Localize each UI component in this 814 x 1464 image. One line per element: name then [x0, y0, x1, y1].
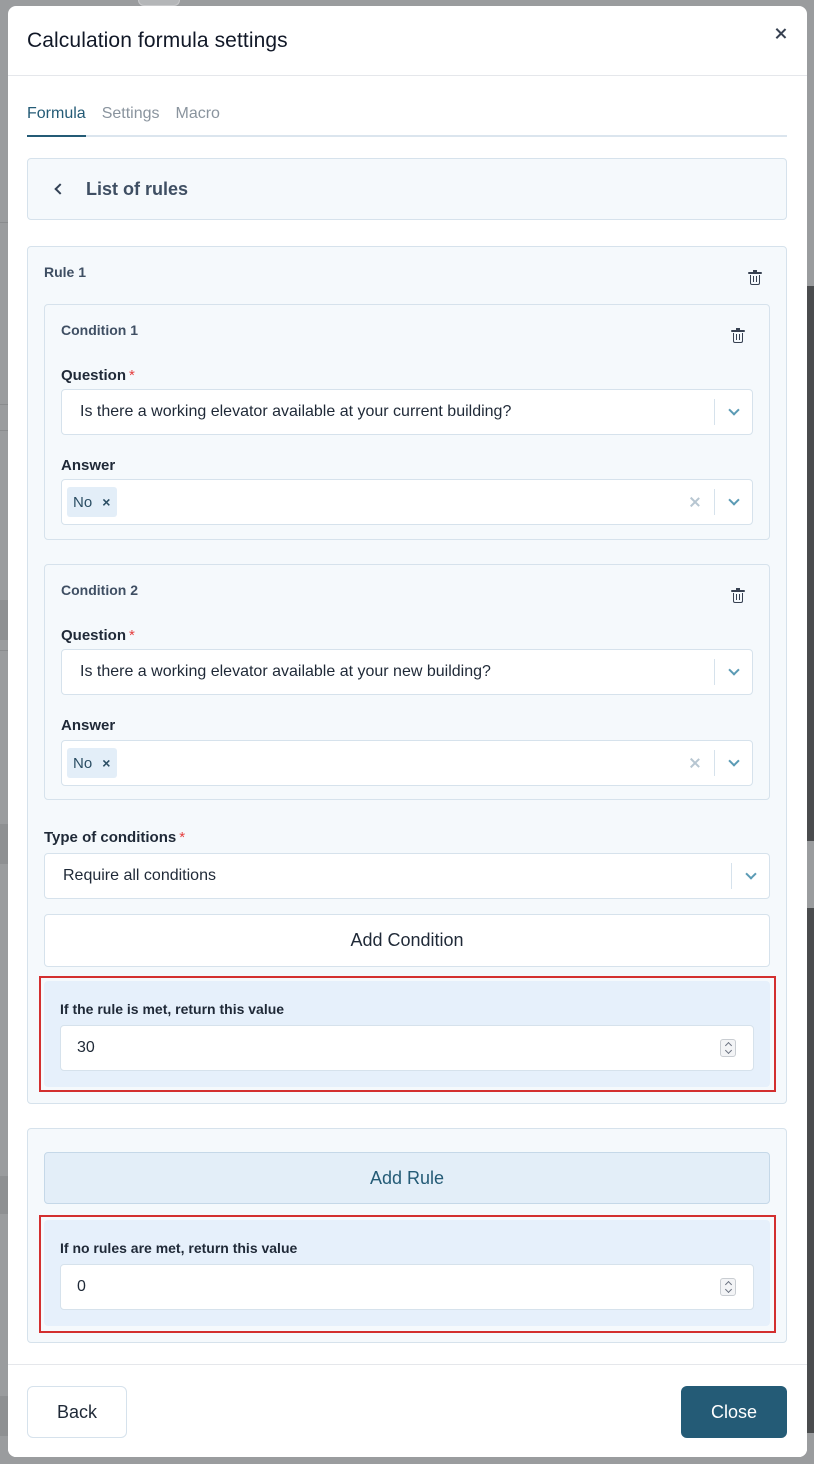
chevron-down-icon[interactable]: [715, 761, 752, 765]
type-of-conditions-label-text: Type of conditions: [44, 829, 177, 846]
add-rule-button[interactable]: Add Rule: [44, 1152, 770, 1204]
required-marker: *: [179, 829, 186, 846]
required-marker: *: [129, 367, 135, 384]
question-select-value: Is there a working elevator available at your new building?: [80, 663, 491, 680]
answer-chip: [67, 487, 117, 517]
background-divider: [0, 1396, 8, 1436]
question-label-text: Question: [61, 627, 127, 644]
answer-label: Answer: [61, 457, 116, 474]
background-divider: [0, 1176, 8, 1214]
list-of-rules-header[interactable]: [27, 158, 787, 220]
remove-chip-icon[interactable]: ×: [102, 494, 111, 510]
clear-icon[interactable]: [676, 753, 714, 773]
required-marker: *: [129, 627, 135, 644]
answer-chip-label: No: [73, 754, 93, 772]
type-of-conditions-select[interactable]: [44, 853, 770, 899]
rule-return-label: If the rule is met, return this value: [60, 1001, 285, 1017]
default-return-input[interactable]: [60, 1264, 754, 1310]
question-label-text: Question: [61, 367, 127, 384]
rule-label: Rule 1: [44, 264, 87, 280]
background-divider: [0, 222, 8, 223]
background-panel: [806, 908, 814, 1433]
background-divider: [0, 650, 8, 651]
number-spinner-icon[interactable]: [720, 1278, 736, 1296]
tab-formula[interactable]: Formula: [27, 101, 86, 137]
background-divider: [0, 824, 8, 864]
delete-rule-trash-icon[interactable]: [749, 271, 761, 285]
question-select[interactable]: [61, 389, 753, 435]
modal-title: Calculation formula settings: [27, 28, 288, 52]
answer-label: Answer: [61, 717, 116, 734]
rule-return-value: 30: [77, 1039, 95, 1056]
question-select[interactable]: [61, 649, 753, 695]
answer-multiselect[interactable]: [61, 740, 753, 786]
remove-chip-icon[interactable]: ×: [102, 755, 111, 771]
add-condition-button[interactable]: Add Condition: [44, 914, 770, 967]
type-of-conditions-label: [44, 829, 185, 846]
close-button[interactable]: Close: [681, 1386, 787, 1438]
answer-chip-label: No: [73, 493, 93, 511]
question-label: [61, 627, 135, 644]
default-return-value: 0: [77, 1278, 86, 1295]
back-button[interactable]: Back: [27, 1386, 127, 1438]
tab-settings[interactable]: Settings: [101, 105, 160, 122]
background-divider: [0, 600, 8, 640]
rule-card: [27, 246, 787, 1104]
answer-chip: [67, 748, 117, 778]
number-spinner-icon[interactable]: [720, 1039, 736, 1057]
type-of-conditions-value: Require all conditions: [63, 867, 216, 884]
close-icon[interactable]: [773, 26, 789, 42]
rule-return-input[interactable]: [60, 1025, 754, 1071]
formula-settings-modal: [8, 6, 807, 1457]
default-return-label: If no rules are met, return this value: [60, 1240, 298, 1256]
chevron-down-icon[interactable]: [715, 670, 752, 674]
question-label: [61, 367, 135, 384]
modal-header: [8, 6, 807, 76]
chevron-down-icon[interactable]: [715, 410, 752, 414]
chevron-down-icon[interactable]: [715, 500, 752, 504]
default-return-value-section: [44, 1220, 770, 1326]
background-divider: [0, 404, 8, 405]
condition-label: Condition 2: [61, 582, 138, 598]
condition-label: Condition 1: [61, 322, 138, 338]
question-select-value: Is there a working elevator available at your current building?: [80, 403, 512, 420]
background-divider: [0, 430, 8, 431]
tab-bar: [27, 101, 787, 137]
delete-condition-trash-icon[interactable]: [732, 589, 744, 603]
tab-macro[interactable]: Macro: [175, 105, 220, 122]
chevron-left-icon[interactable]: [54, 183, 65, 194]
list-of-rules-title: List of rules: [86, 178, 189, 199]
rule-return-value-section: [44, 981, 770, 1087]
answer-multiselect[interactable]: [61, 479, 753, 525]
delete-condition-trash-icon[interactable]: [732, 329, 744, 343]
clear-icon[interactable]: [676, 492, 714, 512]
condition-card: [44, 564, 770, 800]
chevron-down-icon[interactable]: [732, 874, 769, 878]
condition-card: [44, 304, 770, 540]
modal-footer: [8, 1364, 807, 1457]
default-value-card: [27, 1128, 787, 1343]
background-panel: [806, 286, 814, 841]
